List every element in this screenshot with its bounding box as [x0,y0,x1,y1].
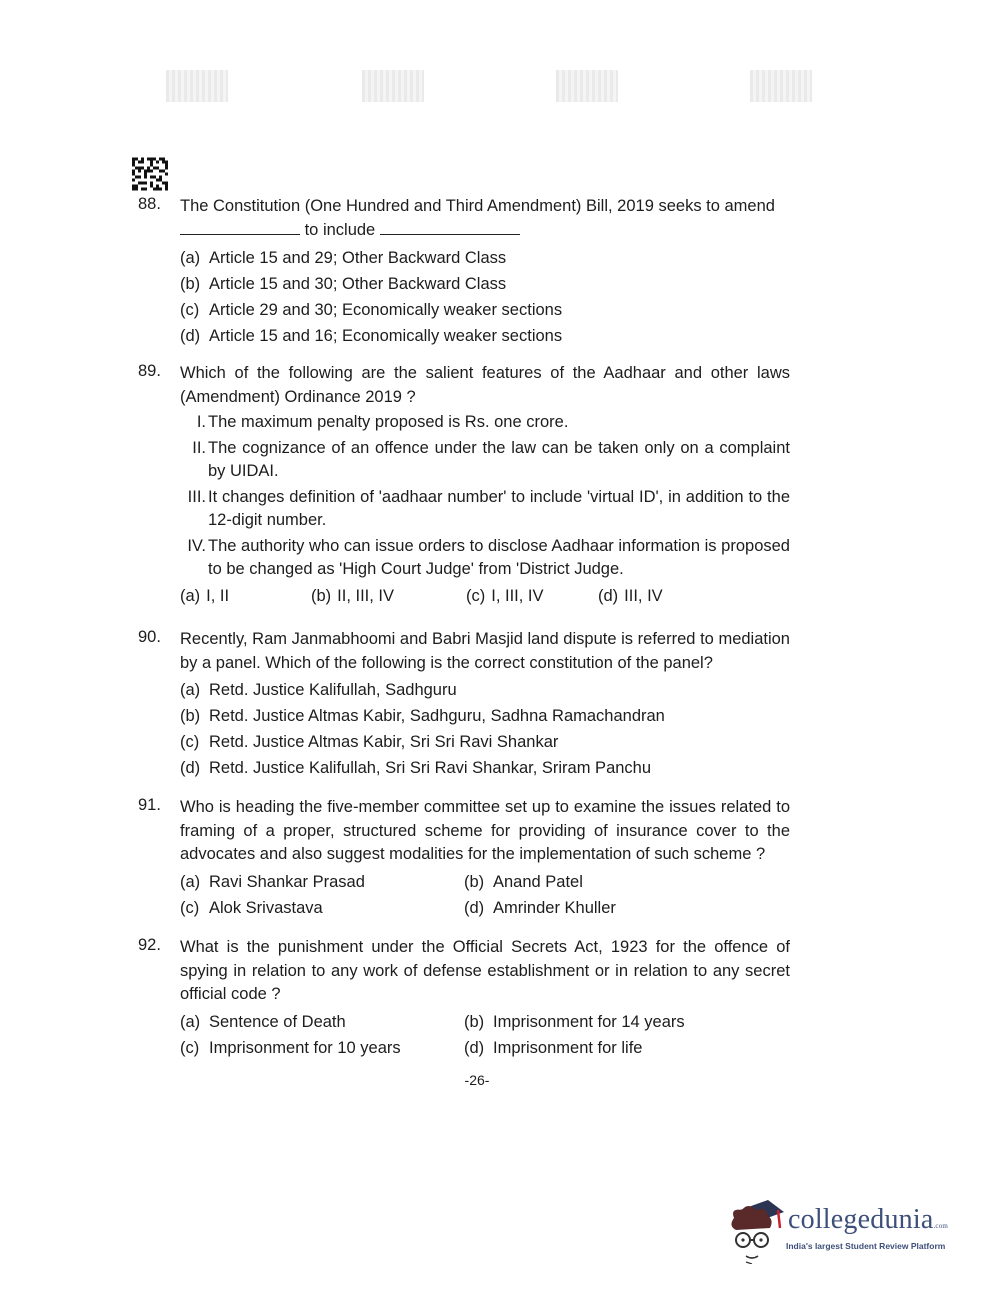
question-number: 88. [138,195,161,213]
option-text: II, III, IV [337,586,395,605]
option-text: Imprisonment for 10 years [209,1038,401,1057]
options-row [180,582,790,610]
option-label: (b) [464,1012,485,1031]
question-text-mid: to include [304,220,376,239]
option-label: (c) [180,301,200,319]
question-text-start: The Constitution (One Hundred and Third Amendment) Bill, 2019 seeks to amend [180,197,775,215]
option [180,297,790,323]
option [311,582,466,610]
logo-tagline: India's largest Student Review Platform [786,1241,946,1251]
option-text: Article 15 and 30; Other Backward Class [209,275,507,293]
option [464,1009,790,1035]
question-number: 91. [138,796,161,814]
option-label: (a) [180,249,201,267]
option-text: Anand Patel [493,872,583,891]
option [180,1009,464,1035]
option [180,245,790,271]
option [180,755,790,781]
option-text: Retd. Justice Kalifullah, Sadhguru [209,681,457,699]
scan-artifact [750,70,812,102]
statement-label: II. [192,438,206,457]
option-label: (c) [180,898,200,917]
question-text: What is the punishment under the Official Secrets Act, 1923 for the offence of spying in relation to any work of defense establishment or in relation to any secret official code ? [180,938,790,1003]
option [180,677,790,703]
answer-blank [380,220,520,235]
option-text: Article 15 and 29; Other Backward Class [209,249,507,267]
option-text: Retd. Justice Altmas Kabir, Sri Sri Ravi Shankar [209,733,559,751]
question-number: 90. [138,628,161,646]
collegedunia-logo[interactable] [726,1196,954,1268]
option [464,1035,790,1061]
option-label: (b) [180,707,201,725]
option [464,895,790,921]
option [598,582,663,610]
option-text: Amrinder Khuller [493,898,616,917]
statement-text: It changes definition of 'aadhaar number' to include 'virtual ID', in addition to the 12-digit number. [208,487,790,529]
option-text: Retd. Justice Altmas Kabir, Sadhguru, Sadhna Ramachandran [209,707,665,725]
option-text: I, III, IV [491,586,544,605]
question-89 [138,362,790,610]
statement-label: III. [187,487,206,506]
option [180,729,790,755]
answer-blank [180,220,300,235]
option-label: (a) [180,872,201,891]
option [464,869,790,895]
option-text: III, IV [624,586,663,605]
page-number: -26- [464,1072,490,1088]
question-text: Who is heading the five-member committee set up to examine the issues related to framing of a proper, structured scheme for providing of insurance cover to the advocates and also suggest modalities for the implementation of such scheme ? [180,798,790,863]
option [180,895,464,921]
option-text: Alok Srivastava [209,898,323,917]
option [180,271,790,297]
option-label: (a) [180,1012,201,1031]
question-text: Recently, Ram Janmabhoomi and Babri Masjid land dispute is referred to mediation by a panel. Which of the following is the correct constitution of the panel? [180,630,790,672]
option [180,323,790,349]
option-label: (d) [598,586,619,605]
option-text: Article 29 and 30; Economically weaker sections [209,301,563,319]
option-label: (b) [180,275,201,293]
statement-label: I. [196,413,206,431]
question-number: 89. [138,362,161,380]
statement-text: The maximum penalty proposed is Rs. one crore. [208,413,569,431]
option-text: Imprisonment for 14 years [493,1012,685,1031]
statement [180,486,790,533]
option-text: Ravi Shankar Prasad [209,872,365,891]
option-label: (d) [464,898,485,917]
option-label: (c) [180,733,200,751]
option [180,1035,464,1061]
option-label: (a) [180,681,201,699]
option-text: Sentence of Death [209,1012,346,1031]
question-91 [138,796,790,921]
option-text: Retd. Justice Kalifullah, Sri Sri Ravi Shankar, Sriram Panchu [209,759,652,777]
option-label: (d) [180,327,201,345]
question-88 [138,195,790,349]
scan-artifact [362,70,424,102]
option-text: I, II [206,586,230,605]
option [180,582,311,610]
option-label: (c) [180,1038,200,1057]
options-grid [180,1009,790,1061]
option [180,869,464,895]
option-label: (d) [464,1038,485,1057]
option-text: Article 15 and 16; Economically weaker sections [209,327,563,345]
statement [180,437,790,484]
statement-text: The authority who can issue orders to disclose Aadhaar information is proposed to be changed as 'High Court Judge' from 'District Judge. [208,536,790,578]
logo-suffix: .com [933,1222,949,1230]
statement [180,535,790,582]
statement [180,411,790,435]
options-grid [180,869,790,921]
mascot-icon [726,1196,786,1264]
question-text: Which of the following are the salient features of the Aadhaar and other laws (Amendment) Ordinance 2019 ? [180,364,790,406]
option-label: (a) [180,586,201,605]
option-label: (b) [464,872,485,891]
question-number: 92. [138,936,161,954]
option [466,582,598,610]
option-label: (c) [466,586,486,605]
scan-artifact [556,70,618,102]
question-text [180,195,790,242]
qr-code-icon [132,157,168,191]
statement-label: IV. [187,536,206,555]
logo-name: collegedunia [788,1204,934,1235]
option [180,703,790,729]
option-label: (d) [180,759,201,777]
statement-text: The cognizance of an offence under the law can be taken only on a complaint by UIDAI. [208,438,790,480]
question-90 [138,628,790,781]
option-label: (b) [311,586,332,605]
logo-wordmark [788,1204,948,1236]
scan-artifact [166,70,228,102]
question-92 [138,936,790,1061]
option-text: Imprisonment for life [493,1038,643,1057]
